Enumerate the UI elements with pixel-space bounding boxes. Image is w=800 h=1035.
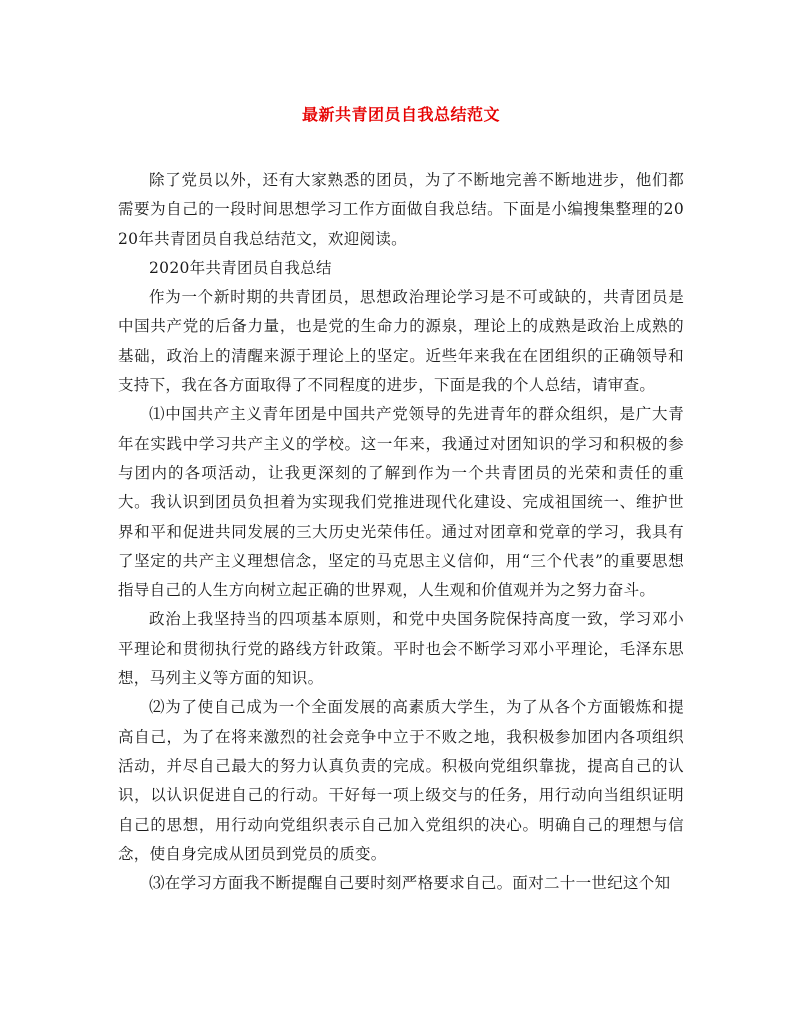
document-body: [118, 166, 684, 898]
paragraph-intro: 除了党员以外，还有大家熟悉的团员，为了不断地完善不断地进步，他们都需要为自己的一段时间思想学习工作方面做自我总结。下面是小编搜集整理的2020年共青团员自我总结范文，欢迎阅读。: [118, 171, 684, 248]
paragraph-theory: 作为一个新时期的共青团员，思想政治理论学习是不可或缺的，共青团员是中国共产党的后备力量，也是党的生命力的源泉，理论上的成熟是政治上成熟的基础，政治上的清醒来源于理论上的坚定。近些年来我在在团组织的正确领导和支持下，我在各方面取得了不同程度的进步，下面是我的个人总结，请审查。: [118, 288, 684, 395]
paragraph-subheading: 2020年共青团员自我总结: [149, 258, 332, 277]
paragraph-point-3: ⑶在学习方面我不断提醒自己要时刻严格要求自己。面对二十一世纪这个知: [149, 874, 671, 893]
paragraph-point-2: ⑵为了使自己成为一个全面发展的高素质大学生，为了从各个方面锻炼和提高自己，为了在将来激烈的社会竞争中立于不败之地，我积极参加团内各项组织活动，并尽自己最大的努力认真负责的完成。积极向党组织靠拢，提高自己的认识，以认识促进自己的行动。干好每一项上级交与的任务，用行动向当组织证明自己的思想，用行动向党组织表示自己加入党组织的决心。明确自己的理想与信念，使自身完成从团员到党员的质变。: [118, 698, 684, 863]
paragraph-point-1: ⑴中国共产主义青年团是中国共产党领导的先进青年的群众组织，是广大青年在实践中学习共产主义的学校。这一年来，我通过对团知识的学习和积极的参与团内的各项活动，让我更深刻的了解到作为一个共青团员的光荣和责任的重大。我认识到团员负担着为实现我们党推进现代化建设、完成祖国统一、维护世界和平和促进共同发展的三大历史光荣伟任。通过对团章和党章的学习，我具有了坚定的共产主义理想信念，坚定的马克思主义信仰，用“三个代表”的重要思想指导自己的人生方向树立起正确的世界观，人生观和价值观并为之努力奋斗。: [118, 405, 684, 600]
document-title: 最新共青团员自我总结范文: [301, 105, 500, 124]
paragraph-politics: 政治上我坚持当的四项基本原则，和党中央国务院保持高度一致，学习邓小平理论和贯彻执行党的路线方针政策。平时也会不断学习邓小平理论，毛泽东思想，马列主义等方面的知识。: [118, 610, 684, 688]
